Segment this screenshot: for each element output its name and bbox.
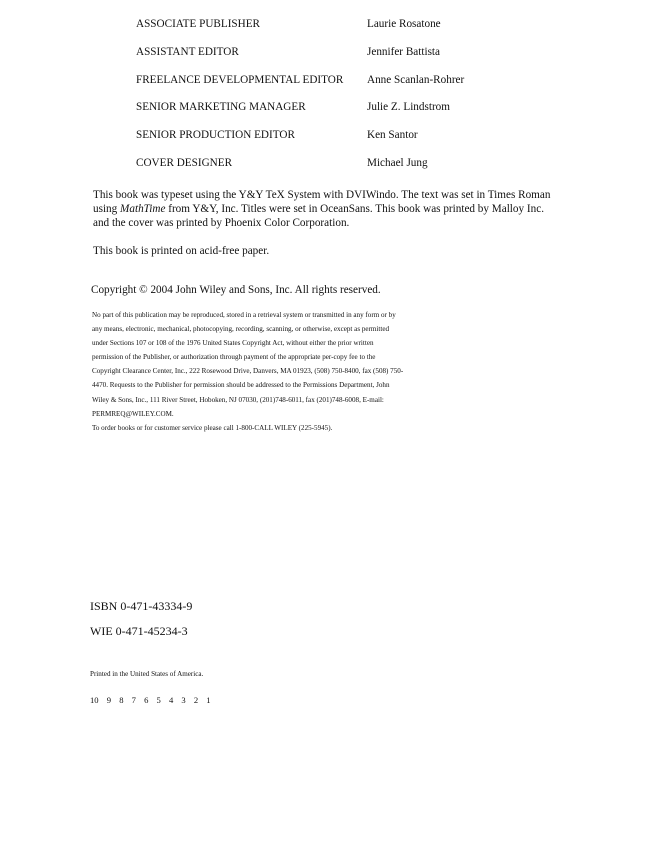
credit-role: ASSOCIATE PUBLISHER <box>136 18 261 30</box>
credit-role: COVER DESIGNER <box>136 156 233 169</box>
wie-isbn: WIE 0-471-45234-3 <box>90 624 188 638</box>
permissions-line: permission of the Publisher, or authorization through payment of the appropriate per-copy fee to the <box>92 353 376 362</box>
typesetting-font-name: MathTime <box>120 203 166 215</box>
credits-list <box>136 17 536 184</box>
credit-name: Michael Jung <box>367 156 428 169</box>
credit-role: ASSISTANT EDITOR <box>136 45 239 58</box>
credit-name: Anne Scanlan-Rohrer <box>367 73 465 86</box>
permissions-line: No part of this publication may be reproduced, stored in a retrieval system or transmitted in any form or by <box>92 311 396 319</box>
permissions-notice <box>92 308 403 435</box>
acid-free-note: This book is printed on acid-free paper. <box>93 245 270 257</box>
permissions-line: Copyright Clearance Center, Inc., 222 Rosewood Drive, Danvers, MA 01923, (508) 750-8400, fax (508) 750- <box>92 367 404 376</box>
permissions-line: Wiley & Sons, Inc., 111 River Street, Hoboken, NJ 07030, (201)748-6011, fax (201)748-6008, E-mail: <box>92 395 384 404</box>
credit-role: FREELANCE DEVELOPMENTAL EDITOR <box>136 73 344 86</box>
credit-name: Laurie Rosatone <box>367 18 441 30</box>
typesetting-line: and the cover was printed by Phoenix Color Corporation. <box>93 217 350 229</box>
permissions-line: 4470. Requests to the Publisher for permission should be addressed to the Permissions Department, John <box>92 381 390 390</box>
permissions-line: PERMREQ@WILEY.COM. <box>92 409 174 418</box>
typesetting-text: from Y&Y, Inc. Titles were set in OceanSans. This book was printed by Malloy Inc. <box>165 203 544 215</box>
printer-key-line: 10 9 8 7 6 5 4 3 2 1 <box>90 695 211 705</box>
isbn: ISBN 0-471-43334-9 <box>90 599 193 613</box>
permissions-line: under Sections 107 or 108 of the 1976 United States Copyright Act, without either the prior written <box>92 339 374 348</box>
printed-in-notice: Printed in the United States of America. <box>90 670 204 678</box>
credit-name: Jennifer Battista <box>367 45 441 58</box>
credit-name: Julie Z. Lindstrom <box>367 101 450 114</box>
credit-row <box>136 100 536 128</box>
credit-role: SENIOR MARKETING MANAGER <box>136 101 306 114</box>
credit-row <box>136 156 536 184</box>
typesetting-line <box>93 202 550 216</box>
credit-name: Ken Santor <box>367 129 418 142</box>
permissions-line: To order books or for customer service please call 1-800-CALL WILEY (225-5945). <box>92 423 333 432</box>
copyright-notice: Copyright © 2004 John Wiley and Sons, Inc. All rights reserved. <box>91 284 381 296</box>
permissions-line: any means, electronic, mechanical, photocopying, recording, scanning, or otherwise, except as permitted <box>92 325 390 334</box>
credit-row <box>136 45 536 73</box>
credit-row <box>136 73 536 101</box>
typesetting-line: This book was typeset using the Y&Y TeX System with DVIWindo. The text was set in Times Roman <box>93 189 551 201</box>
credit-row <box>136 128 536 156</box>
typesetting-text: using <box>93 203 121 215</box>
typesetting-note <box>93 188 550 230</box>
credit-row <box>136 17 536 45</box>
credit-role: SENIOR PRODUCTION EDITOR <box>136 129 295 142</box>
